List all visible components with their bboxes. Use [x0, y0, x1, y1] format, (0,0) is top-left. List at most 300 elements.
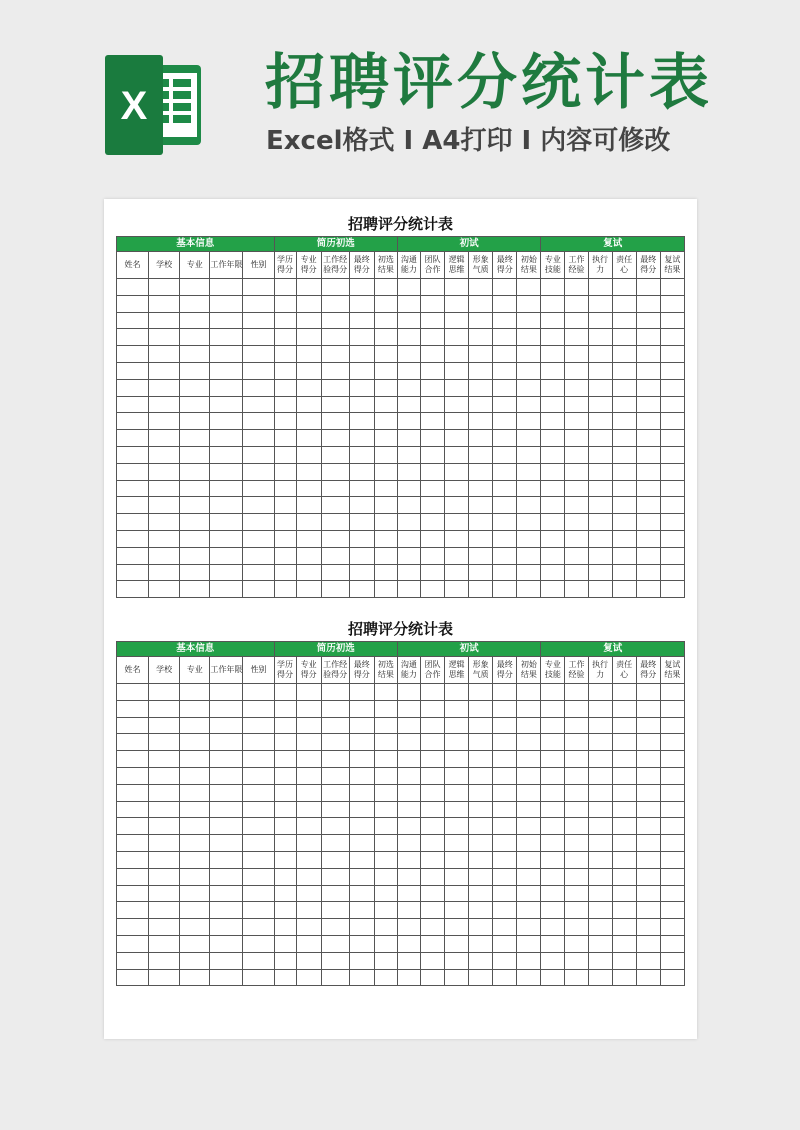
table-cell[interactable] [117, 413, 149, 430]
table-cell[interactable] [420, 835, 444, 852]
table-cell[interactable] [588, 784, 612, 801]
table-cell[interactable] [210, 835, 243, 852]
table-cell[interactable] [296, 547, 321, 564]
table-cell[interactable] [420, 346, 444, 363]
table-cell[interactable] [420, 295, 444, 312]
table-cell[interactable] [117, 564, 149, 581]
table-cell[interactable] [149, 717, 180, 734]
table-cell[interactable] [149, 784, 180, 801]
table-cell[interactable] [296, 751, 321, 768]
table-cell[interactable] [243, 700, 274, 717]
table-cell[interactable] [349, 547, 374, 564]
table-cell[interactable] [274, 851, 296, 868]
table-cell[interactable] [469, 784, 493, 801]
table-cell[interactable] [149, 885, 180, 902]
table-cell[interactable] [149, 446, 180, 463]
table-cell[interactable] [149, 379, 180, 396]
table-cell[interactable] [445, 784, 469, 801]
table-cell[interactable] [612, 413, 636, 430]
table-cell[interactable] [349, 581, 374, 598]
table-cell[interactable] [274, 734, 296, 751]
table-cell[interactable] [243, 818, 274, 835]
table-cell[interactable] [374, 801, 397, 818]
table-cell[interactable] [612, 969, 636, 986]
table-cell[interactable] [469, 497, 493, 514]
table-cell[interactable] [274, 902, 296, 919]
table-cell[interactable] [612, 564, 636, 581]
table-cell[interactable] [296, 734, 321, 751]
table-cell[interactable] [469, 969, 493, 986]
table-cell[interactable] [565, 751, 588, 768]
table-cell[interactable] [296, 969, 321, 986]
table-cell[interactable] [117, 581, 149, 598]
table-cell[interactable] [210, 564, 243, 581]
table-cell[interactable] [210, 514, 243, 531]
table-cell[interactable] [565, 734, 588, 751]
table-cell[interactable] [541, 851, 565, 868]
table-cell[interactable] [349, 329, 374, 346]
table-cell[interactable] [636, 396, 660, 413]
table-cell[interactable] [660, 379, 684, 396]
table-cell[interactable] [493, 885, 517, 902]
table-cell[interactable] [243, 751, 274, 768]
table-cell[interactable] [660, 851, 684, 868]
table-cell[interactable] [612, 818, 636, 835]
table-cell[interactable] [517, 902, 541, 919]
table-cell[interactable] [420, 379, 444, 396]
table-cell[interactable] [445, 751, 469, 768]
table-cell[interactable] [588, 346, 612, 363]
table-cell[interactable] [517, 547, 541, 564]
table-cell[interactable] [588, 734, 612, 751]
table-cell[interactable] [296, 835, 321, 852]
table-cell[interactable] [321, 952, 349, 969]
table-cell[interactable] [660, 346, 684, 363]
table-cell[interactable] [588, 564, 612, 581]
table-cell[interactable] [180, 346, 210, 363]
table-cell[interactable] [565, 767, 588, 784]
table-cell[interactable] [374, 767, 397, 784]
table-cell[interactable] [210, 784, 243, 801]
table-cell[interactable] [660, 480, 684, 497]
table-cell[interactable] [321, 919, 349, 936]
table-cell[interactable] [180, 530, 210, 547]
table-cell[interactable] [180, 430, 210, 447]
table-cell[interactable] [493, 530, 517, 547]
table-cell[interactable] [612, 868, 636, 885]
table-cell[interactable] [493, 868, 517, 885]
table-cell[interactable] [517, 413, 541, 430]
table-cell[interactable] [180, 919, 210, 936]
table-cell[interactable] [420, 851, 444, 868]
table-cell[interactable] [296, 413, 321, 430]
table-cell[interactable] [565, 362, 588, 379]
table-cell[interactable] [565, 784, 588, 801]
table-cell[interactable] [274, 564, 296, 581]
table-cell[interactable] [349, 430, 374, 447]
table-cell[interactable] [321, 902, 349, 919]
table-cell[interactable] [296, 514, 321, 531]
table-cell[interactable] [612, 295, 636, 312]
table-cell[interactable] [660, 902, 684, 919]
table-cell[interactable] [636, 734, 660, 751]
table-cell[interactable] [117, 801, 149, 818]
table-cell[interactable] [274, 396, 296, 413]
table-cell[interactable] [274, 684, 296, 701]
table-cell[interactable] [612, 919, 636, 936]
table-cell[interactable] [565, 851, 588, 868]
table-cell[interactable] [565, 818, 588, 835]
table-cell[interactable] [117, 835, 149, 852]
table-cell[interactable] [493, 902, 517, 919]
table-cell[interactable] [445, 430, 469, 447]
table-cell[interactable] [374, 413, 397, 430]
table-cell[interactable] [469, 463, 493, 480]
table-cell[interactable] [180, 514, 210, 531]
table-cell[interactable] [445, 413, 469, 430]
table-cell[interactable] [274, 362, 296, 379]
table-cell[interactable] [469, 952, 493, 969]
table-cell[interactable] [420, 885, 444, 902]
table-cell[interactable] [541, 379, 565, 396]
table-cell[interactable] [493, 751, 517, 768]
table-cell[interactable] [588, 530, 612, 547]
table-cell[interactable] [445, 835, 469, 852]
table-cell[interactable] [210, 851, 243, 868]
table-cell[interactable] [321, 430, 349, 447]
table-cell[interactable] [349, 801, 374, 818]
table-cell[interactable] [420, 902, 444, 919]
table-cell[interactable] [636, 446, 660, 463]
table-cell[interactable] [612, 463, 636, 480]
table-cell[interactable] [243, 851, 274, 868]
table-cell[interactable] [612, 547, 636, 564]
table-cell[interactable] [117, 514, 149, 531]
table-cell[interactable] [660, 885, 684, 902]
table-cell[interactable] [493, 919, 517, 936]
table-cell[interactable] [349, 564, 374, 581]
table-cell[interactable] [636, 530, 660, 547]
table-cell[interactable] [660, 835, 684, 852]
table-cell[interactable] [243, 463, 274, 480]
table-cell[interactable] [149, 935, 180, 952]
table-cell[interactable] [149, 700, 180, 717]
table-cell[interactable] [374, 835, 397, 852]
table-cell[interactable] [149, 530, 180, 547]
table-cell[interactable] [420, 734, 444, 751]
table-cell[interactable] [374, 919, 397, 936]
table-cell[interactable] [210, 935, 243, 952]
table-cell[interactable] [149, 902, 180, 919]
table-cell[interactable] [420, 969, 444, 986]
table-cell[interactable] [445, 362, 469, 379]
table-cell[interactable] [588, 329, 612, 346]
table-cell[interactable] [296, 700, 321, 717]
table-cell[interactable] [636, 919, 660, 936]
table-cell[interactable] [397, 851, 420, 868]
table-cell[interactable] [588, 362, 612, 379]
table-cell[interactable] [420, 717, 444, 734]
table-cell[interactable] [117, 969, 149, 986]
table-cell[interactable] [636, 413, 660, 430]
table-cell[interactable] [517, 329, 541, 346]
table-cell[interactable] [660, 717, 684, 734]
table-cell[interactable] [565, 801, 588, 818]
table-cell[interactable] [274, 379, 296, 396]
table-cell[interactable] [349, 312, 374, 329]
table-cell[interactable] [517, 295, 541, 312]
table-cell[interactable] [296, 885, 321, 902]
table-cell[interactable] [493, 935, 517, 952]
table-cell[interactable] [149, 295, 180, 312]
table-cell[interactable] [541, 279, 565, 296]
table-cell[interactable] [517, 530, 541, 547]
table-cell[interactable] [397, 581, 420, 598]
table-cell[interactable] [445, 295, 469, 312]
table-cell[interactable] [493, 379, 517, 396]
table-cell[interactable] [149, 497, 180, 514]
table-cell[interactable] [117, 530, 149, 547]
table-cell[interactable] [493, 446, 517, 463]
table-cell[interactable] [420, 497, 444, 514]
table-cell[interactable] [420, 564, 444, 581]
table-cell[interactable] [420, 480, 444, 497]
table-cell[interactable] [321, 885, 349, 902]
table-cell[interactable] [180, 734, 210, 751]
table-cell[interactable] [296, 530, 321, 547]
table-cell[interactable] [420, 581, 444, 598]
table-cell[interactable] [243, 684, 274, 701]
table-cell[interactable] [180, 969, 210, 986]
table-cell[interactable] [445, 885, 469, 902]
table-cell[interactable] [397, 362, 420, 379]
table-cell[interactable] [445, 818, 469, 835]
table-cell[interactable] [636, 295, 660, 312]
table-cell[interactable] [636, 684, 660, 701]
table-cell[interactable] [636, 379, 660, 396]
table-cell[interactable] [243, 902, 274, 919]
table-cell[interactable] [565, 413, 588, 430]
table-cell[interactable] [612, 362, 636, 379]
table-cell[interactable] [243, 919, 274, 936]
table-cell[interactable] [541, 868, 565, 885]
table-cell[interactable] [636, 463, 660, 480]
table-cell[interactable] [660, 581, 684, 598]
table-cell[interactable] [541, 463, 565, 480]
table-cell[interactable] [210, 295, 243, 312]
table-cell[interactable] [420, 700, 444, 717]
table-cell[interactable] [397, 700, 420, 717]
table-cell[interactable] [612, 446, 636, 463]
table-cell[interactable] [517, 952, 541, 969]
table-cell[interactable] [180, 751, 210, 768]
table-cell[interactable] [660, 514, 684, 531]
table-cell[interactable] [149, 969, 180, 986]
table-cell[interactable] [541, 547, 565, 564]
table-cell[interactable] [274, 530, 296, 547]
table-cell[interactable] [588, 835, 612, 852]
table-cell[interactable] [210, 279, 243, 296]
table-cell[interactable] [445, 547, 469, 564]
table-cell[interactable] [321, 295, 349, 312]
table-cell[interactable] [517, 969, 541, 986]
table-cell[interactable] [374, 547, 397, 564]
table-cell[interactable] [493, 952, 517, 969]
table-cell[interactable] [493, 818, 517, 835]
table-cell[interactable] [374, 684, 397, 701]
table-cell[interactable] [612, 734, 636, 751]
table-cell[interactable] [493, 801, 517, 818]
table-cell[interactable] [541, 329, 565, 346]
table-cell[interactable] [612, 279, 636, 296]
table-cell[interactable] [180, 413, 210, 430]
table-cell[interactable] [493, 295, 517, 312]
table-cell[interactable] [374, 497, 397, 514]
table-cell[interactable] [274, 818, 296, 835]
table-cell[interactable] [210, 751, 243, 768]
table-cell[interactable] [588, 312, 612, 329]
table-cell[interactable] [210, 329, 243, 346]
table-cell[interactable] [493, 717, 517, 734]
table-cell[interactable] [541, 935, 565, 952]
table-cell[interactable] [445, 279, 469, 296]
table-cell[interactable] [210, 902, 243, 919]
table-cell[interactable] [660, 784, 684, 801]
table-cell[interactable] [612, 935, 636, 952]
table-cell[interactable] [274, 295, 296, 312]
table-cell[interactable] [374, 935, 397, 952]
table-cell[interactable] [243, 835, 274, 852]
table-cell[interactable] [149, 751, 180, 768]
table-cell[interactable] [274, 885, 296, 902]
table-cell[interactable] [612, 851, 636, 868]
table-cell[interactable] [117, 935, 149, 952]
table-cell[interactable] [117, 885, 149, 902]
table-cell[interactable] [636, 547, 660, 564]
table-cell[interactable] [321, 329, 349, 346]
table-cell[interactable] [541, 396, 565, 413]
table-cell[interactable] [180, 902, 210, 919]
table-cell[interactable] [397, 935, 420, 952]
table-cell[interactable] [541, 684, 565, 701]
table-cell[interactable] [349, 935, 374, 952]
table-cell[interactable] [296, 717, 321, 734]
table-cell[interactable] [517, 581, 541, 598]
table-cell[interactable] [397, 329, 420, 346]
table-cell[interactable] [636, 868, 660, 885]
table-cell[interactable] [493, 969, 517, 986]
table-cell[interactable] [588, 935, 612, 952]
table-cell[interactable] [420, 818, 444, 835]
table-cell[interactable] [541, 835, 565, 852]
table-cell[interactable] [565, 379, 588, 396]
table-cell[interactable] [612, 312, 636, 329]
table-cell[interactable] [541, 564, 565, 581]
table-cell[interactable] [296, 902, 321, 919]
table-cell[interactable] [210, 919, 243, 936]
table-cell[interactable] [274, 480, 296, 497]
table-cell[interactable] [445, 801, 469, 818]
table-cell[interactable] [117, 851, 149, 868]
table-cell[interactable] [517, 497, 541, 514]
table-cell[interactable] [660, 868, 684, 885]
table-cell[interactable] [565, 835, 588, 852]
table-cell[interactable] [636, 935, 660, 952]
table-cell[interactable] [180, 835, 210, 852]
table-cell[interactable] [243, 784, 274, 801]
table-cell[interactable] [445, 497, 469, 514]
table-cell[interactable] [517, 885, 541, 902]
table-cell[interactable] [565, 952, 588, 969]
table-cell[interactable] [374, 868, 397, 885]
table-cell[interactable] [565, 717, 588, 734]
table-cell[interactable] [420, 312, 444, 329]
table-cell[interactable] [349, 717, 374, 734]
table-cell[interactable] [274, 312, 296, 329]
table-cell[interactable] [469, 935, 493, 952]
table-cell[interactable] [493, 362, 517, 379]
table-cell[interactable] [243, 396, 274, 413]
table-cell[interactable] [565, 935, 588, 952]
table-cell[interactable] [588, 379, 612, 396]
table-cell[interactable] [349, 835, 374, 852]
table-cell[interactable] [420, 463, 444, 480]
table-cell[interactable] [397, 902, 420, 919]
table-cell[interactable] [565, 430, 588, 447]
table-cell[interactable] [660, 279, 684, 296]
table-cell[interactable] [660, 497, 684, 514]
table-cell[interactable] [636, 751, 660, 768]
table-cell[interactable] [517, 514, 541, 531]
table-cell[interactable] [493, 700, 517, 717]
table-cell[interactable] [397, 396, 420, 413]
table-cell[interactable] [374, 463, 397, 480]
table-cell[interactable] [660, 413, 684, 430]
table-cell[interactable] [296, 801, 321, 818]
table-cell[interactable] [296, 684, 321, 701]
table-cell[interactable] [588, 463, 612, 480]
table-cell[interactable] [374, 851, 397, 868]
table-cell[interactable] [517, 734, 541, 751]
table-cell[interactable] [296, 446, 321, 463]
table-cell[interactable] [541, 295, 565, 312]
table-cell[interactable] [636, 497, 660, 514]
table-cell[interactable] [541, 413, 565, 430]
table-cell[interactable] [296, 952, 321, 969]
table-cell[interactable] [493, 784, 517, 801]
table-cell[interactable] [374, 312, 397, 329]
table-cell[interactable] [397, 463, 420, 480]
table-cell[interactable] [274, 463, 296, 480]
table-cell[interactable] [469, 547, 493, 564]
table-cell[interactable] [517, 463, 541, 480]
table-cell[interactable] [445, 396, 469, 413]
table-cell[interactable] [636, 767, 660, 784]
table-cell[interactable] [493, 835, 517, 852]
table-cell[interactable] [296, 581, 321, 598]
table-cell[interactable] [469, 902, 493, 919]
table-cell[interactable] [374, 969, 397, 986]
table-cell[interactable] [565, 969, 588, 986]
table-cell[interactable] [469, 851, 493, 868]
table-cell[interactable] [149, 851, 180, 868]
table-cell[interactable] [660, 684, 684, 701]
table-cell[interactable] [541, 952, 565, 969]
table-cell[interactable] [397, 379, 420, 396]
table-cell[interactable] [321, 868, 349, 885]
table-cell[interactable] [321, 547, 349, 564]
table-cell[interactable] [149, 818, 180, 835]
